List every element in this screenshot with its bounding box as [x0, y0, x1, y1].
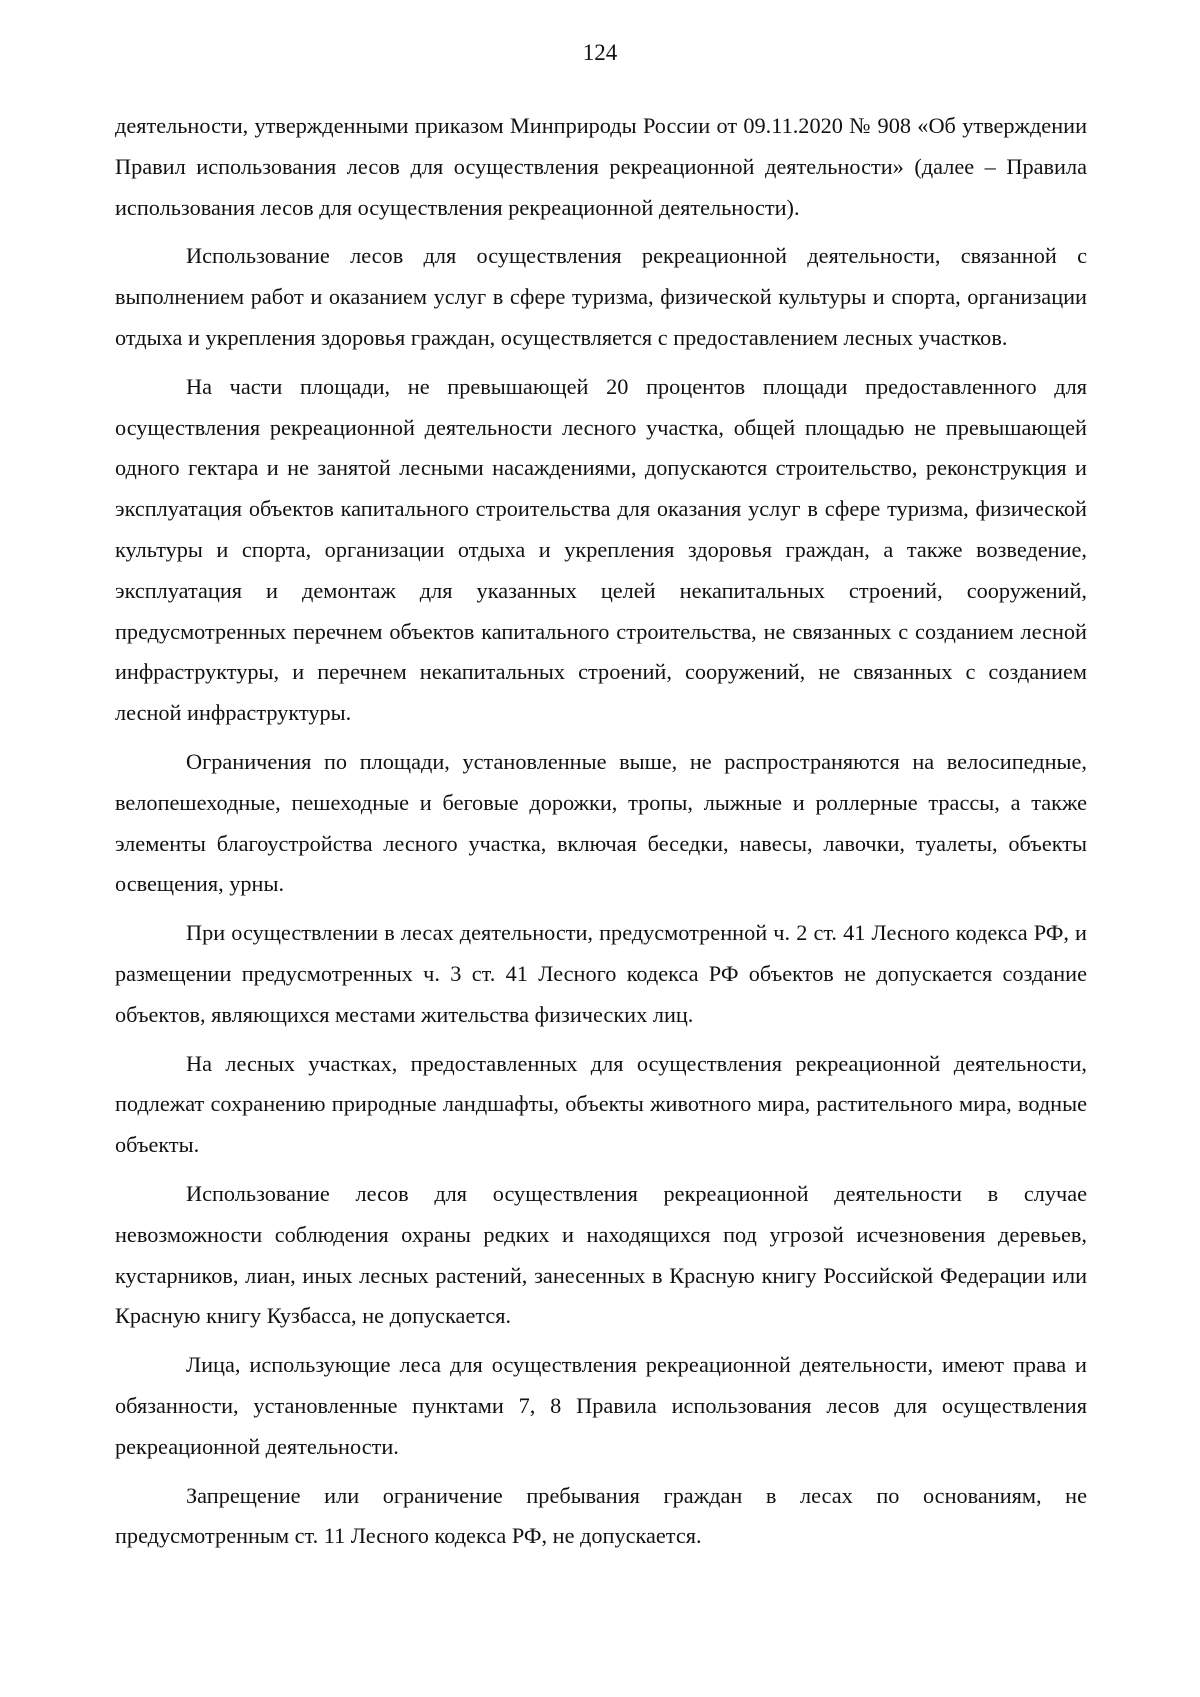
paragraph-recreational-use: Использование лесов для осуществления рекреационной деятельности, связанной с выполнением работ и оказанием услуг в сфере туризма, физической культуры и спорта, организации отдыха и укрепления здоровья граждан, осуществляется с предоставлением лесных участков. [115, 243, 1087, 350]
paragraph-continuation: деятельности, утвержденными приказом Минприроды России от 09.11.2020 № 908 «Об утверждении Правил использования лесов для осуществления рекреационной деятельности» (далее – Правила использования лесов для осуществления рекреационной деятельности). [115, 113, 1087, 220]
paragraph-rights-obligations: Лица, использующие леса для осуществления рекреационной деятельности, имеют права и обязанности, установленные пунктами 7, 8 Правила использования лесов для осуществления рекреационной деятельности. [115, 1352, 1087, 1459]
paragraph-residence-prohibition: При осуществлении в лесах деятельности, предусмотренной ч. 2 ст. 41 Лесного кодекса РФ, и размещении предусмотренных ч. 3 ст. 41 Лесного кодекса РФ объектов не допускается создание объектов, являющихся местами жительства физических лиц. [115, 920, 1087, 1027]
paragraph-landscape-preservation: На лесных участках, предоставленных для осуществления рекреационной деятельности, подлежат сохранению природные ландшафты, объекты животного мира, растительного мира, водные объекты. [115, 1050, 1087, 1158]
paragraph-area-exceptions: Ограничения по площади, установленные выше, не распространяются на велосипедные, велопешеходные, пешеходные и беговые дорожки, тропы, лыжные и роллерные трассы, а также элементы благоустройства лесного участка, включая беседки, навесы, лавочки, туалеты, объекты освещения, урны. [115, 748, 1087, 897]
paragraph-red-book: Использование лесов для осуществления рекреационной деятельности в случае невозможности соблюдения охраны редких и находящихся под угрозой исчезновения деревьев, кустарников, лиан, иных лесных растений, занесенных в Красную книгу Российской Федерации или Красную книгу Кузбасса, не допускается. [115, 1180, 1087, 1329]
paragraph-access-restriction: Запрещение или ограничение пребывания граждан в лесах по основаниям, не предусмотренным ст. 11 Лесного кодекса РФ, не допускается. [115, 1482, 1087, 1549]
paragraph-area-limits: На части площади, не превышающей 20 процентов площади предоставленного для осуществления рекреационной деятельности лесного участка, общей площадью не превышающей одного гектара и не занятой лесными насаждениями, допускаются строительство, реконструкция и эксплуатация объектов капитального строительства для оказания услуг в сфере туризма, физической культуры и спорта, организации отдыха и укрепления здоровья граждан, а также возведение, эксплуатация и демонтаж для указанных целей некапитальных строений, сооружений, предусмотренных перечнем объектов капитального строительства, не связанных с созданием лесной инфраструктуры, и перечнем некапитальных строений, сооружений, не связанных с созданием лесной инфраструктуры. [115, 373, 1087, 726]
page-number: 124 [582, 40, 618, 65]
document-body [115, 106, 1087, 1565]
